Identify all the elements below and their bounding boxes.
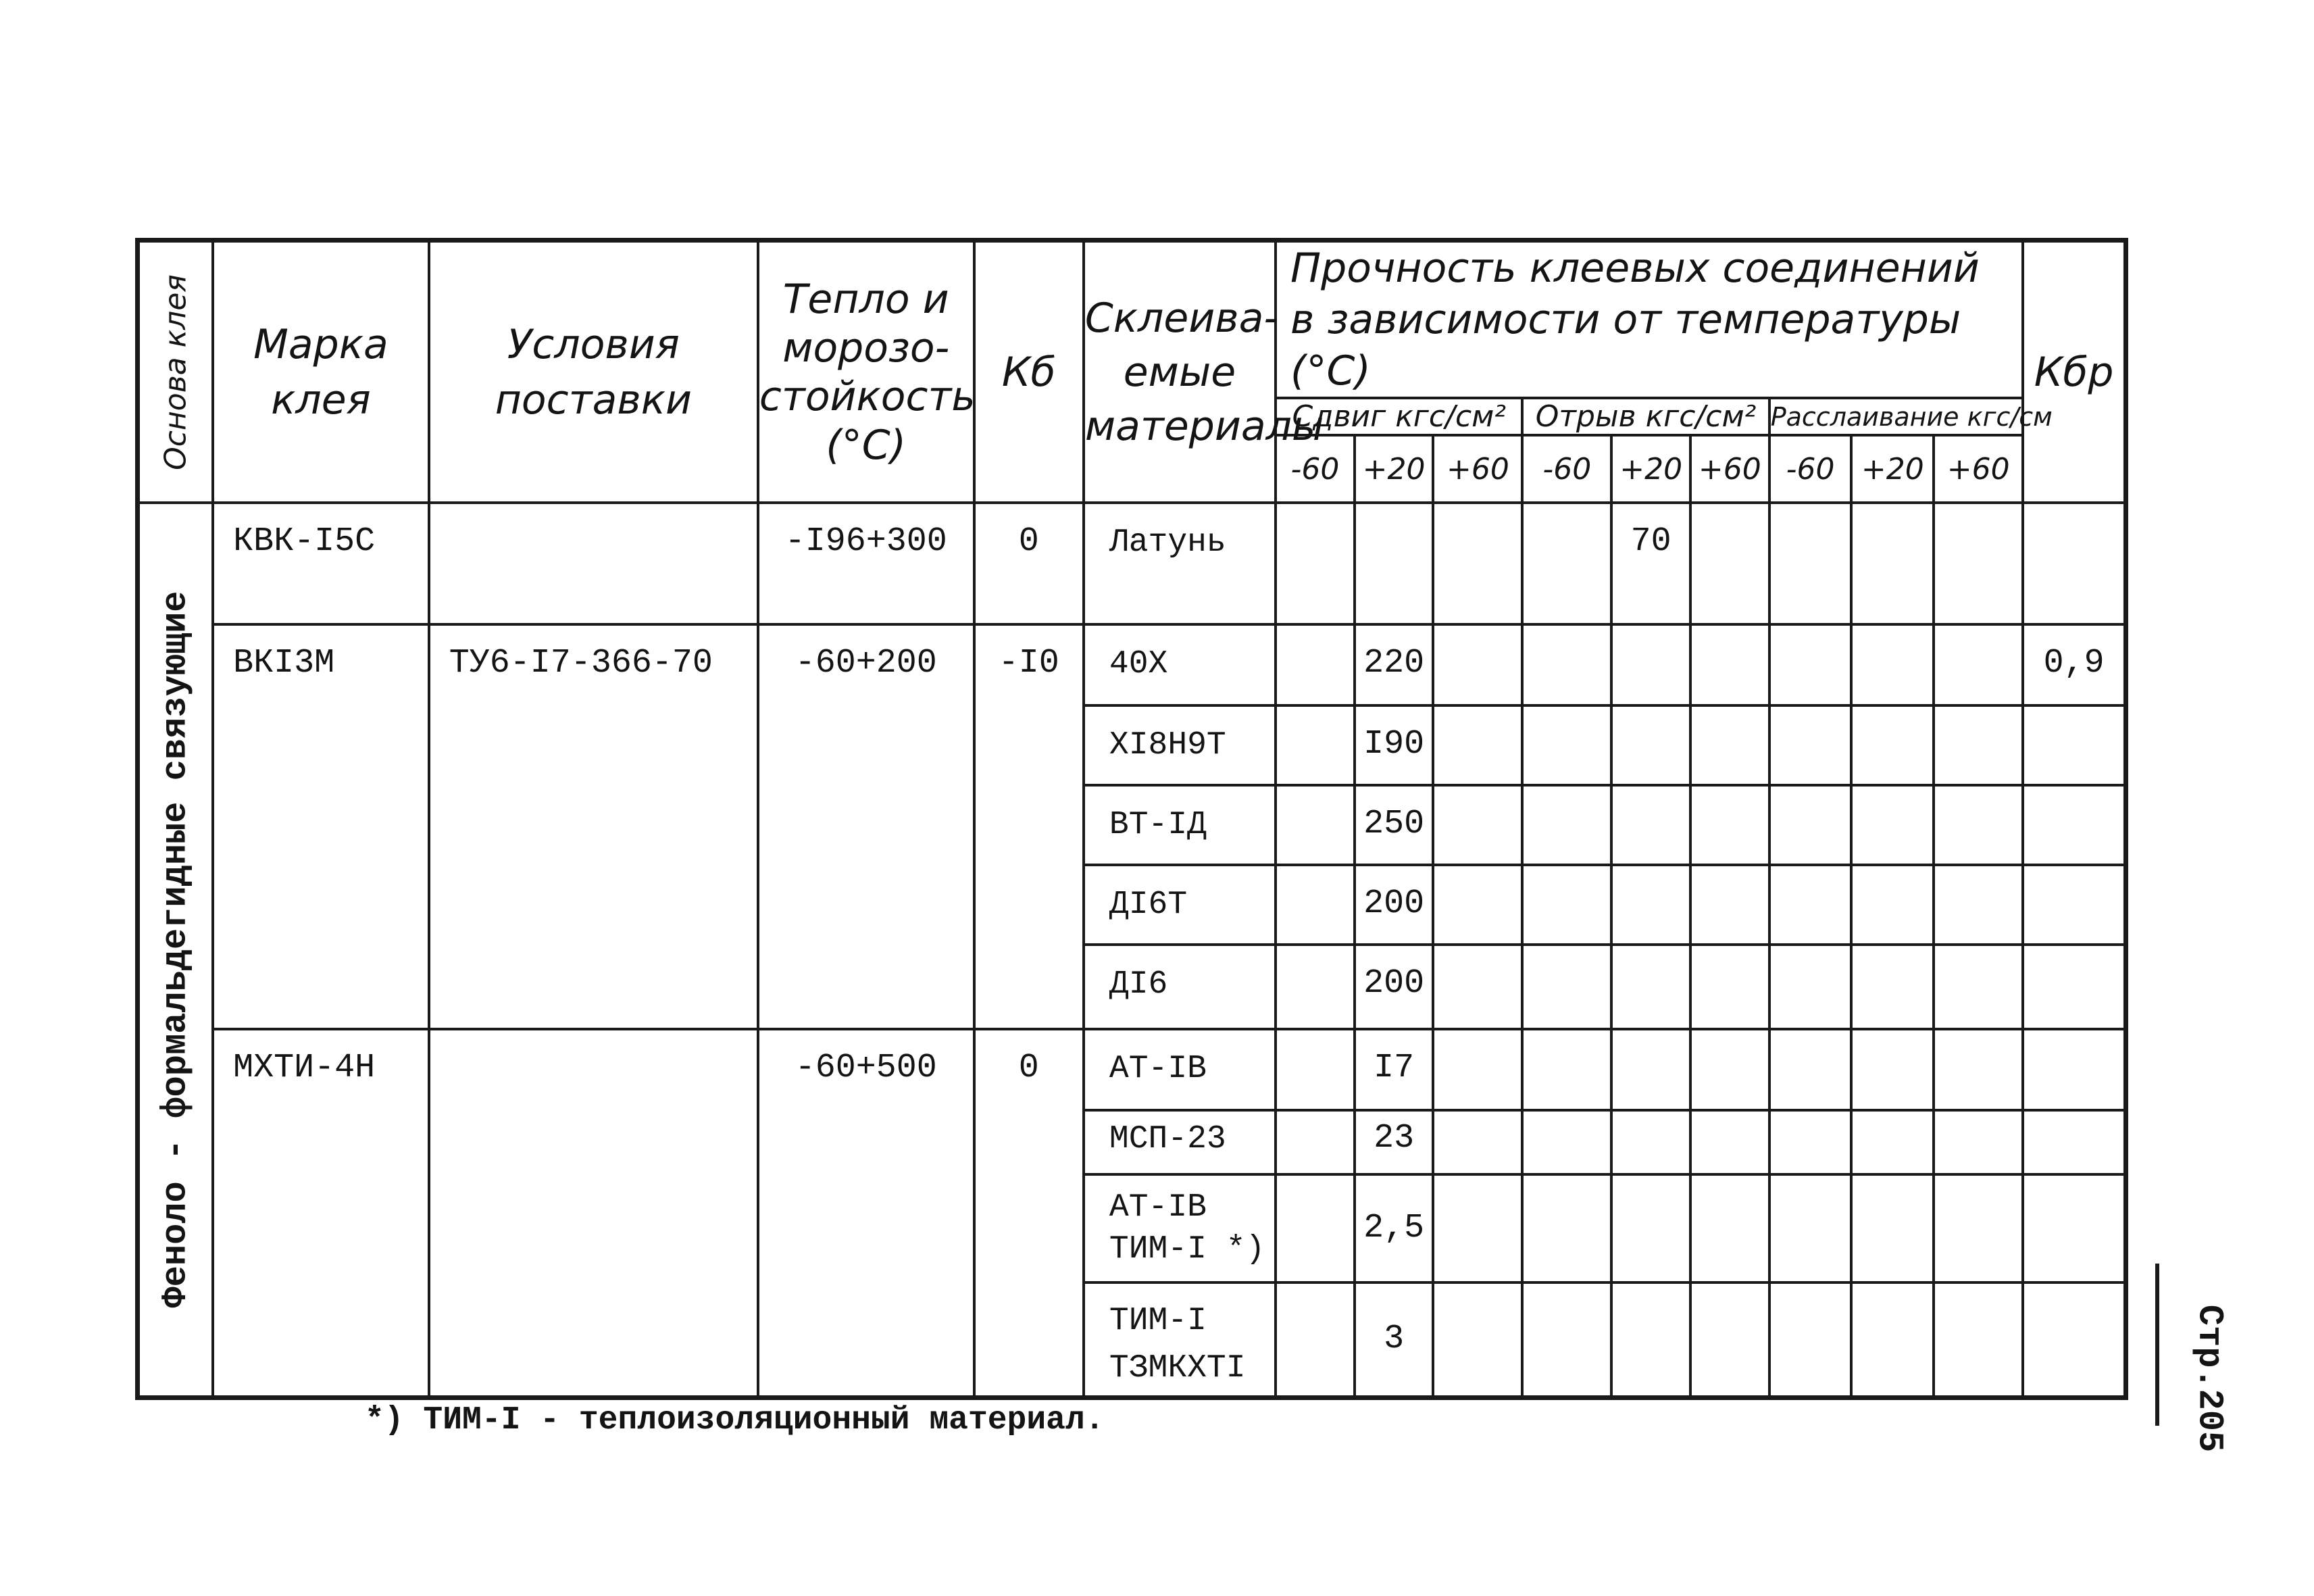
- material-cell: ВТ-IД: [1084, 785, 1276, 865]
- temp-otryv-plus20: +20: [1611, 435, 1690, 503]
- sdvig-value: I90: [1355, 705, 1434, 785]
- header-rassl: Расслаивание кгс/см: [1769, 398, 2023, 435]
- teplo-cell: -60+200: [758, 624, 974, 1029]
- header-osnova: Основа клея: [138, 241, 213, 503]
- sdvig-value: 250: [1355, 785, 1434, 865]
- page-number-rule: [2155, 1264, 2159, 1426]
- temp-rassl-minus60: -60: [1769, 435, 1852, 503]
- osnova-value: Феноло - формальдегидные связующие: [138, 503, 213, 1397]
- temp-otryv-minus60: -60: [1522, 435, 1611, 503]
- sdvig-value: I7: [1355, 1029, 1434, 1110]
- header-kbr: Кбр: [2023, 241, 2126, 503]
- adhesive-table: [135, 238, 2128, 1400]
- temp-rassl-plus60: +60: [1934, 435, 2023, 503]
- kb-cell: 0: [974, 1029, 1084, 1397]
- usloviya-cell: ТУ6-I7-366-70: [429, 624, 758, 1029]
- sdvig-value: 200: [1355, 865, 1434, 945]
- header-kb: Кб: [974, 241, 1084, 503]
- teplo-cell: -60+500: [758, 1029, 974, 1397]
- header-prochnost: Прочность клеевых соединений в зависимости от температуры (°С): [1276, 241, 2023, 399]
- marka-cell: МХТИ-4Н: [213, 1029, 429, 1397]
- temp-sdvig-minus60: -60: [1276, 435, 1355, 503]
- marka-cell: ВКI3М: [213, 624, 429, 1029]
- temp-sdvig-plus20: +20: [1355, 435, 1434, 503]
- temp-rassl-plus20: +20: [1851, 435, 1934, 503]
- page-number: Стр.205: [2189, 1304, 2230, 1453]
- sdvig-value: 200: [1355, 945, 1434, 1029]
- header-skleiv: Склеива- емые материалы: [1084, 241, 1276, 503]
- header-sdvig: Сдвиг кгс/см²: [1276, 398, 1522, 435]
- header-usloviya: Условия поставки: [429, 241, 758, 503]
- material-cell: ДI6Т: [1084, 865, 1276, 945]
- temp-sdvig-plus60: +60: [1433, 435, 1522, 503]
- material-cell: АТ-IВ ТИМ-I *): [1084, 1174, 1276, 1282]
- table-row: [138, 503, 2126, 624]
- kb-cell: 0: [974, 503, 1084, 624]
- sdvig-value: 2,5: [1355, 1174, 1434, 1282]
- otryv-value: 70: [1611, 503, 1690, 624]
- table-row: [138, 1029, 2126, 1110]
- kb-cell: -I0: [974, 624, 1084, 1029]
- material-cell: Латунь: [1084, 503, 1276, 624]
- material-cell: 40Х: [1084, 624, 1276, 705]
- sdvig-value: 23: [1355, 1110, 1434, 1174]
- material-cell: XI8Н9Т: [1084, 705, 1276, 785]
- temp-otryv-plus60: +60: [1690, 435, 1769, 503]
- material-cell: АТ-IВ: [1084, 1029, 1276, 1110]
- material-cell: ТИМ-I ТЗМКХТI: [1084, 1282, 1276, 1397]
- kbr-value: 0,9: [2023, 624, 2126, 705]
- material-cell: ДI6: [1084, 945, 1276, 1029]
- sdvig-value: 3: [1355, 1282, 1434, 1397]
- material-cell: МСП-23: [1084, 1110, 1276, 1174]
- usloviya-cell: [429, 1029, 758, 1397]
- usloviya-cell: [429, 503, 758, 624]
- teplo-cell: -I96+300: [758, 503, 974, 624]
- header-marka: Марка клея: [213, 241, 429, 503]
- sdvig-value: 220: [1355, 624, 1434, 705]
- footnote: *) ТИМ-I - теплоизоляционный материал.: [365, 1402, 1105, 1439]
- header-teplo: Тепло и морозо- стойкость (°С): [758, 241, 974, 503]
- table-row: [138, 624, 2126, 705]
- marka-cell: КВК-I5С: [213, 503, 429, 624]
- header-otryv: Отрыв кгс/см²: [1522, 398, 1769, 435]
